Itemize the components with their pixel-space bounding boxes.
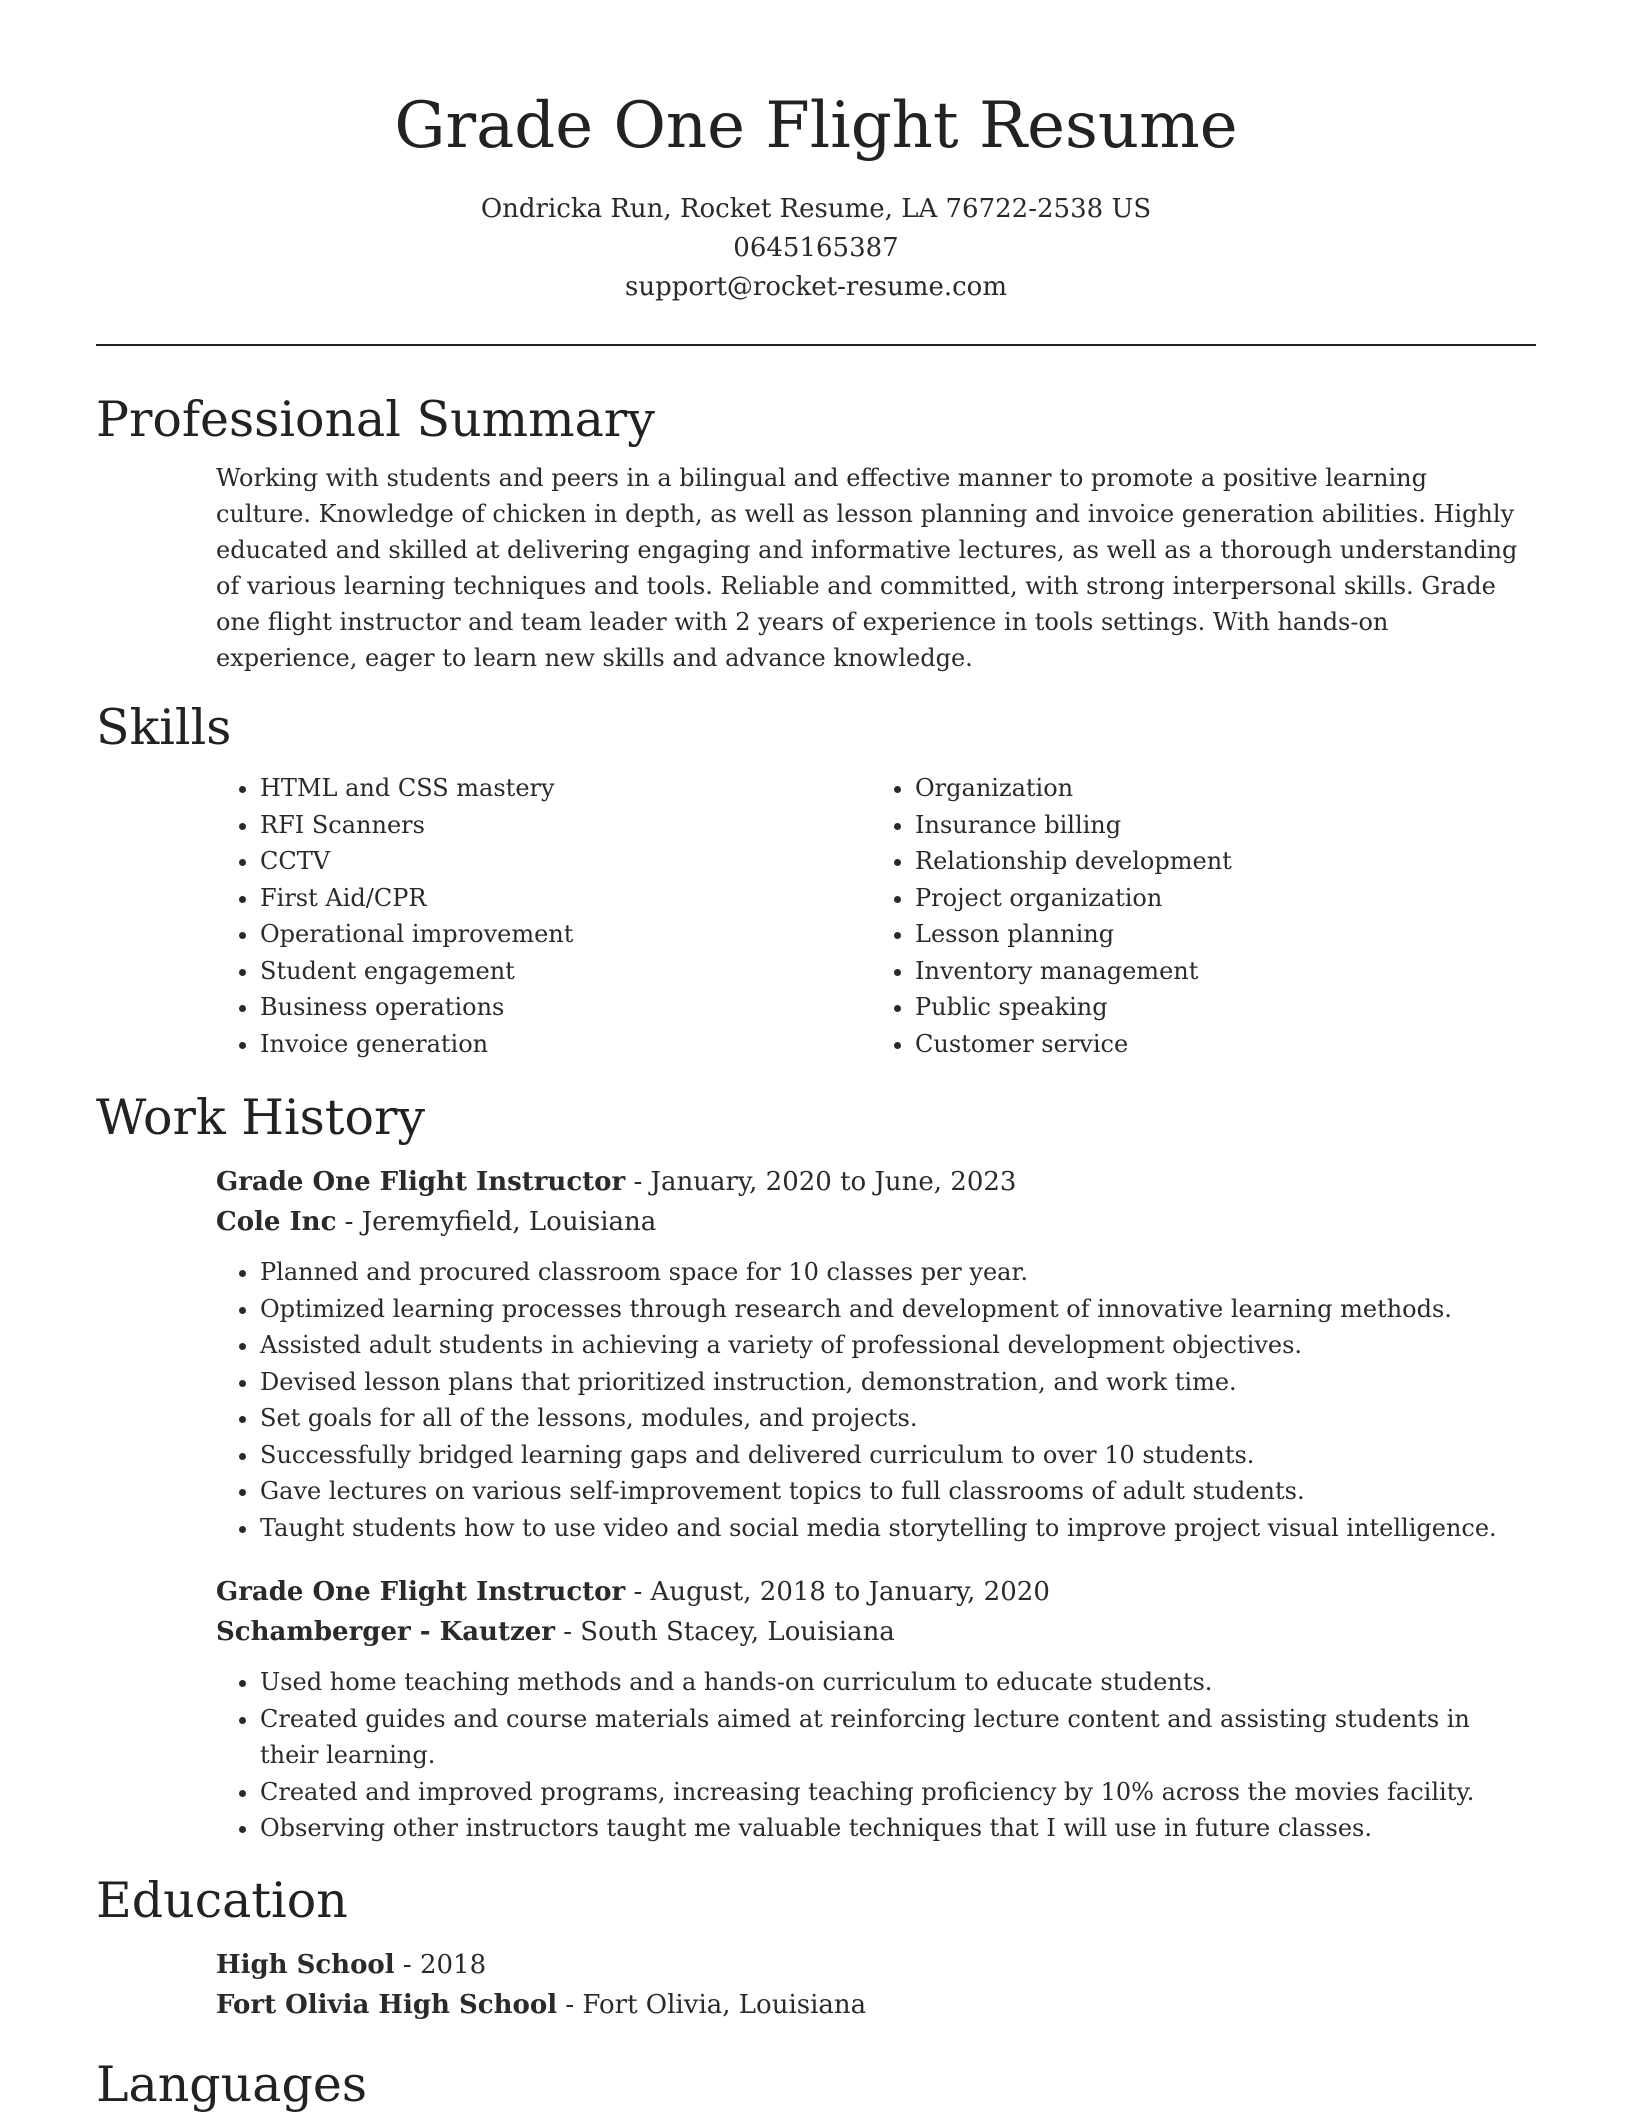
job-bullet: • Set goals for all of the lessons, modules, and projects. [260, 1400, 1526, 1437]
job-dates: - August, 2018 to January, 2020 [625, 1577, 1050, 1607]
skills-heading: Skills [96, 699, 232, 756]
languages-heading: Languages [96, 2055, 367, 2113]
job-entry [96, 1572, 1536, 1847]
resume-title: Grade One Flight Resume [394, 89, 1238, 163]
job-bullet: • Created guides and course materials aimed at reinforcing lecture content and assisting students in their learning. [260, 1701, 1526, 1774]
job-bullets [216, 1254, 1526, 1546]
job-title-line [216, 1162, 1526, 1202]
job-entry [96, 1162, 1536, 1546]
job-bullet: • Assisted adult students in achieving a variety of professional development objectives. [260, 1327, 1526, 1364]
degree-line [216, 1945, 1526, 1985]
job-bullet: • Planned and procured classroom space for 10 classes per year. [260, 1254, 1526, 1291]
skills-section [96, 698, 1536, 1062]
skill-item: • Inventory management [915, 953, 1526, 990]
job-company: Cole Inc [216, 1207, 337, 1237]
skill-item: • Project organization [915, 880, 1526, 917]
address: Ondricka Run, Rocket Resume, LA 76722-2538 US [480, 194, 1152, 224]
job-company-line [216, 1202, 1526, 1242]
summary-heading: Professional Summary [96, 391, 655, 448]
job-location: - South Stacey, Louisiana [554, 1617, 895, 1647]
job-company-line [216, 1612, 1526, 1652]
resume-page [96, 0, 1536, 2115]
job-title: Grade One Flight Instructor [216, 1167, 626, 1197]
school-line [216, 1985, 1526, 2025]
skill-item: • Lesson planning [915, 916, 1526, 953]
job-bullet: • Optimized learning processes through research and development of innovative learning methods. [260, 1291, 1526, 1328]
job-bullet: • Created and improved programs, increasing teaching proficiency by 10% across the movies facility. [260, 1774, 1526, 1811]
resume-header [96, 0, 1536, 307]
job-bullet: • Successfully bridged learning gaps and delivered curriculum to over 10 students. [260, 1437, 1526, 1474]
degree: High School [216, 1949, 395, 1980]
school-name: Fort Olivia High School [216, 1989, 558, 2020]
skills-list-left [216, 770, 871, 1062]
job-location: - Jeremyfield, Louisiana [336, 1207, 657, 1237]
job-bullet: • Observing other instructors taught me valuable techniques that I will use in future classes. [260, 1810, 1526, 1847]
summary-text: Working with students and peers in a bilingual and effective manner to promote a positive learning culture. Knowledge of chicken in depth, as well as lesson planning and invoice generation abilities. Highly educated and skilled at delivering engaging and informative lectures, as well as a thorough understanding of various learning techniques and tools. Reliable and committed, with strong interpersonal skills. Grade one flight instructor and team leader with 2 years of experience in tools settings. With hands-on experience, eager to learn new skills and advance knowledge. [216, 464, 1518, 672]
skill-item: • RFI Scanners [260, 807, 871, 844]
email[interactable]: support@rocket-resume.com [624, 272, 1007, 302]
skill-item: • Public speaking [915, 989, 1526, 1026]
job-bullet: • Used home teaching methods and a hands-on curriculum to educate students. [260, 1664, 1526, 1701]
skill-item: • First Aid/CPR [260, 880, 871, 917]
job-bullets [216, 1664, 1526, 1847]
job-title-line [216, 1572, 1526, 1612]
school-location: - Fort Olivia, Louisiana [557, 1989, 867, 2020]
skill-item: • Relationship development [915, 843, 1526, 880]
job-dates: - January, 2020 to June, 2023 [625, 1167, 1017, 1197]
job-company: Schamberger - Kautzer [216, 1617, 555, 1647]
graduation-year: - 2018 [394, 1949, 487, 1980]
phone: 0645165387 [733, 233, 899, 263]
work-history-section [96, 1088, 1536, 1847]
skill-item: • Business operations [260, 989, 871, 1026]
skill-item: • Invoice generation [260, 1026, 871, 1063]
skills-list-right [871, 770, 1526, 1062]
job-bullet: • Devised lesson plans that prioritized instruction, demonstration, and work time. [260, 1364, 1526, 1401]
contact-info [96, 190, 1536, 307]
job-bullet: • Gave lectures on various self-improvement topics to full classrooms of adult students. [260, 1473, 1526, 1510]
education-section [96, 1871, 1536, 2025]
work-history-heading: Work History [96, 1089, 426, 1146]
header-divider [96, 344, 1536, 346]
skill-item: • Operational improvement [260, 916, 871, 953]
skill-item: • Student engagement [260, 953, 871, 990]
job-title: Grade One Flight Instructor [216, 1577, 626, 1607]
job-bullet: • Taught students how to use video and social media storytelling to improve project visual intelligence. [260, 1510, 1526, 1547]
summary-section [96, 390, 1536, 676]
skill-item: • HTML and CSS mastery [260, 770, 871, 807]
education-entry [96, 1945, 1536, 2025]
skill-item: • Organization [915, 770, 1526, 807]
skill-item: • CCTV [260, 843, 871, 880]
skill-item: • Insurance billing [915, 807, 1526, 844]
languages-section [96, 2055, 1536, 2115]
education-heading: Education [96, 1871, 348, 1929]
skill-item: • Customer service [915, 1026, 1526, 1063]
